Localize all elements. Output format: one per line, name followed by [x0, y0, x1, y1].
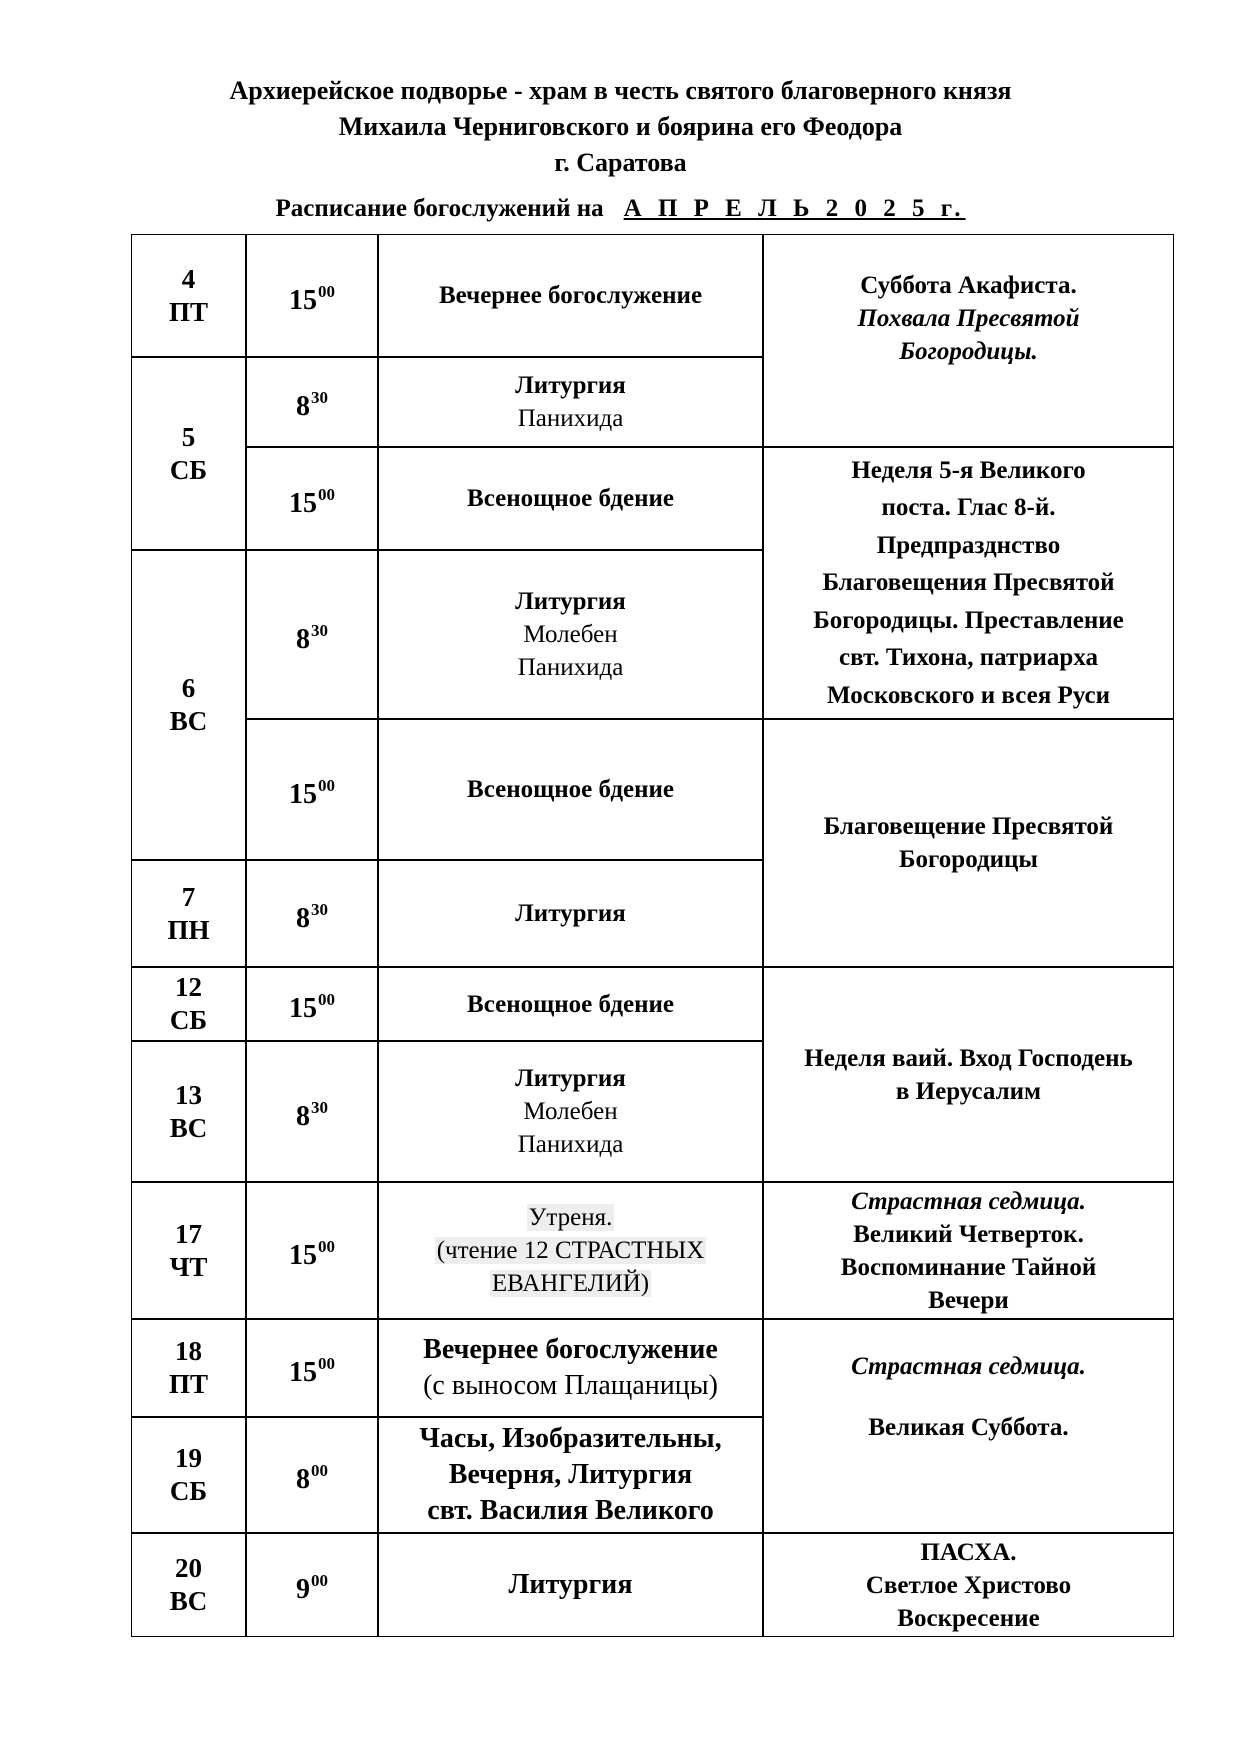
feast-line: Московского и всея Руси [826, 681, 1110, 709]
service-cell [378, 234, 763, 357]
date-weekday: ЧТ [169, 1251, 208, 1282]
service-name: Литургия [515, 1065, 626, 1092]
date-weekday: СБ [169, 1005, 208, 1035]
date-number: 5 [181, 421, 196, 452]
feast-line: Неделя 5-я Великого [851, 456, 1086, 484]
service-time: $9^{00}$ [296, 1571, 328, 1605]
service-extra: (с выносом Плащаницы) [423, 1370, 718, 1401]
service-time: $8^{30}$ [296, 1097, 328, 1132]
feast-line: Великая Суббота. [868, 1414, 1069, 1441]
date-cell-7 [131, 860, 246, 967]
time-cell [246, 967, 378, 1041]
time-cell [246, 550, 378, 719]
service-cell [378, 550, 763, 719]
service-time: $8^{30}$ [296, 388, 328, 422]
date-weekday: ПТ [168, 1369, 208, 1399]
service-cell [378, 357, 763, 447]
schedule-heading [0, 194, 1241, 224]
service-name-line: Утреня. [528, 1204, 613, 1231]
service-cell [378, 1417, 763, 1533]
date-cell-18 [131, 1319, 246, 1417]
feast-line: Богородицы. [899, 338, 1038, 365]
time-cell [246, 234, 378, 357]
feast-cell [763, 1533, 1174, 1637]
date-number: 4 [181, 263, 196, 294]
service-cell [378, 1533, 763, 1637]
service-name-line: Часы, Изобразительны, [419, 1423, 722, 1454]
service-name-line: (чтение 12 СТРАСТНЫХ [436, 1237, 705, 1264]
service-extra: Молебен [523, 621, 618, 648]
feast-line: в Иерусалим [895, 1077, 1042, 1105]
service-extra: Панихида [517, 405, 624, 432]
feast-line: Воспоминание Тайной [840, 1253, 1097, 1281]
service-extra: Панихида [517, 654, 624, 681]
service-time: $15^{00}$ [289, 775, 335, 810]
feast-cell [763, 447, 1174, 719]
date-number: 6 [181, 673, 196, 703]
feast-line: Похвала Пресвятой [857, 305, 1080, 332]
service-time: $8^{30}$ [296, 899, 328, 934]
time-cell [246, 357, 378, 447]
service-cell [378, 1041, 763, 1182]
feast-line: Воскресение [897, 1604, 1040, 1632]
service-name-line: свт. Василия Великого [427, 1495, 714, 1526]
service-time: $8^{00}$ [296, 1461, 328, 1495]
service-name-line: ЕВАНГЕЛИЙ) [491, 1270, 650, 1297]
feast-line: Великий Четверток. [853, 1220, 1084, 1248]
date-cell-19 [131, 1417, 246, 1533]
service-name: Всенощное бдение [467, 990, 674, 1018]
service-name: Литургия [508, 1569, 633, 1600]
time-cell [246, 1182, 378, 1319]
service-name: Литургия [515, 588, 626, 615]
time-cell [246, 1319, 378, 1417]
time-cell [246, 719, 378, 860]
service-cell [378, 860, 763, 967]
title-line-2: Михаила Черниговского и боярина его Феодора [338, 112, 903, 141]
service-time: $15^{00}$ [289, 484, 335, 519]
date-number: 12 [175, 972, 202, 1002]
feast-cell [763, 719, 1174, 967]
service-time: $15^{00}$ [289, 1236, 335, 1271]
service-time: $8^{30}$ [296, 620, 328, 655]
feast-cell [763, 1182, 1174, 1319]
date-cell-12 [131, 967, 246, 1041]
service-name-line: Вечерня, Литургия [448, 1459, 693, 1490]
feast-cell [763, 234, 1174, 447]
feast-line: поста. Глас 8-й. [881, 494, 1056, 522]
date-number: 7 [181, 881, 196, 912]
date-cell-13 [131, 1041, 246, 1182]
church-title [0, 73, 1241, 181]
date-weekday: ВС [169, 1112, 208, 1143]
feast-line: свт. Тихона, патриарха [838, 644, 1098, 672]
date-number: 20 [175, 1553, 202, 1583]
feast-line: ПАСХА. [920, 1538, 1017, 1566]
feast-cell [763, 1319, 1174, 1533]
title-line-1: Архиерейское подворье - храм в честь святого благоверного князя [229, 76, 1012, 105]
date-weekday: ВС [169, 1586, 208, 1616]
date-number: 19 [175, 1443, 202, 1473]
date-cell-6 [131, 550, 246, 860]
service-time: $15^{00}$ [289, 1354, 335, 1388]
service-name: Всенощное бдение [467, 485, 674, 512]
feast-line: Предпразднство [876, 531, 1061, 559]
service-cell [378, 719, 763, 860]
time-cell [246, 860, 378, 967]
service-cell [378, 1319, 763, 1417]
date-number: 17 [175, 1218, 202, 1249]
time-cell [246, 1533, 378, 1637]
feast-line: Вечери [928, 1286, 1009, 1314]
feast-line: Богородицы. Преставление [813, 606, 1124, 634]
schedule-month: А П Р Е Л Ь 2 0 2 5 г. [623, 195, 966, 222]
feast-line: Светлое Христово [865, 1571, 1072, 1599]
feast-line: Страстная седмица. [851, 1353, 1086, 1380]
feast-line: Благовещения Пресвятой [822, 569, 1115, 597]
service-time: $15^{00}$ [289, 281, 335, 316]
service-extra: Панихида [517, 1131, 624, 1158]
feast-line: Неделя ваий. Вход Господень [804, 1044, 1133, 1072]
service-name: Литургия [515, 372, 626, 399]
title-line-3: г. Саратова [554, 148, 687, 177]
date-weekday: СБ [169, 1476, 208, 1506]
service-name: Литургия [515, 900, 626, 927]
service-time: $15^{00}$ [289, 990, 335, 1024]
service-cell [378, 967, 763, 1041]
date-number: 13 [175, 1079, 202, 1110]
date-cell-20 [131, 1533, 246, 1637]
feast-line: Богородицы [899, 846, 1038, 873]
date-cell-4 [131, 234, 246, 357]
date-weekday: СБ [169, 454, 208, 485]
feast-line: Страстная седмица. [851, 1187, 1086, 1215]
time-cell [246, 1417, 378, 1533]
date-cell-17 [131, 1182, 246, 1319]
feast-cell [763, 967, 1174, 1182]
date-weekday: ПН [167, 914, 210, 945]
service-extra: Молебен [523, 1098, 618, 1125]
service-name: Вечернее богослужение [423, 1334, 718, 1365]
service-name: Всенощное бдение [467, 776, 674, 803]
date-number: 18 [175, 1336, 202, 1366]
date-cell-5 [131, 357, 246, 550]
date-weekday: ВС [169, 706, 208, 736]
date-weekday: ПТ [168, 296, 208, 327]
schedule-heading-prefix: Расписание богослужений на [275, 195, 604, 222]
feast-line: Суббота Акафиста. [860, 272, 1077, 299]
service-name: Вечернее богослужение [438, 282, 703, 309]
feast-line: Благовещение Пресвятой [823, 813, 1114, 840]
time-cell [246, 1041, 378, 1182]
time-cell [246, 447, 378, 550]
service-cell [378, 447, 763, 550]
service-cell [378, 1182, 763, 1319]
